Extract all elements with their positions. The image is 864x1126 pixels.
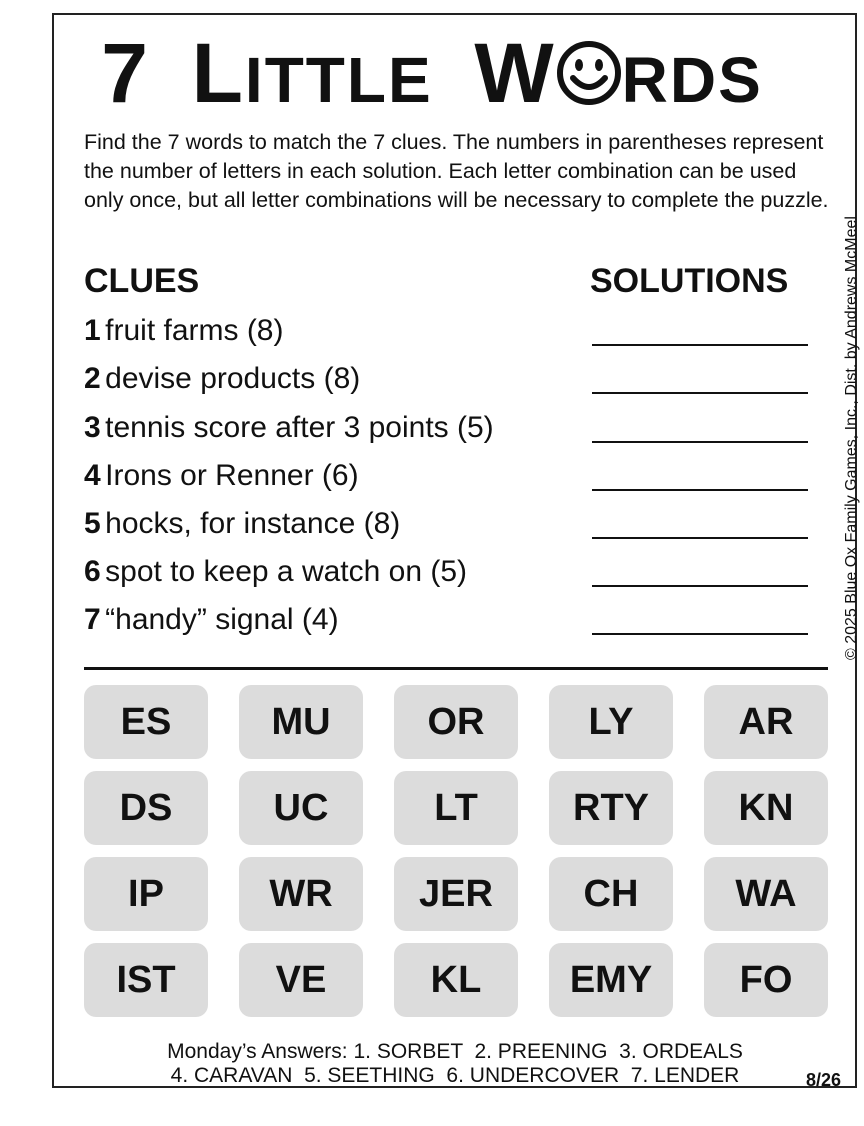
solution-blank-3[interactable] [592,441,808,443]
letter-tile[interactable]: ES [84,685,208,759]
section-divider [84,667,828,670]
clue-row-7: 7 “handy” signal (4) [84,603,814,643]
letter-tile[interactable]: AR [704,685,828,759]
letter-tile[interactable]: JER [394,857,518,931]
letter-tile[interactable]: FO [704,943,828,1017]
letter-tile[interactable]: WR [239,857,363,931]
answers-line-1: Monday’s Answers: 1. SORBET 2. PREENING 3. ORDEALS [167,1040,743,1063]
previous-answers [60,1040,850,1088]
puzzle-date: 8/26 [806,1070,842,1090]
copyright-credit: © 2025 Blue Ox Family Games, Inc., Dist. by Andrews McMeel [843,216,860,660]
clue-row-5: 5 hocks, for instance (8) [84,507,814,547]
letter-tile[interactable]: EMY [549,943,673,1017]
clue-row-6: 6 spot to keep a watch on (5) [84,555,814,595]
solution-blank-1[interactable] [592,344,808,346]
letter-tile[interactable]: OR [394,685,518,759]
puzzle-title [0,28,864,125]
answers-line-2: 4. CARAVAN 5. SEETHING 6. UNDERCOVER 7. LENDER [170,1064,740,1087]
solution-blank-5[interactable] [592,537,808,539]
clue-row-4: 4 Irons or Renner (6) [84,459,814,499]
title-words: W RDS [474,26,763,120]
solutions-header: SOLUTIONS [590,262,789,300]
title-little: LITTLE [191,26,433,120]
solution-blank-4[interactable] [592,489,808,491]
letter-tile[interactable]: RTY [549,771,673,845]
letter-tile[interactable]: KL [394,943,518,1017]
letter-tile[interactable]: UC [239,771,363,845]
clue-row-3: 3 tennis score after 3 points (5) [84,411,814,451]
letter-tile[interactable]: CH [549,857,673,931]
letter-tile[interactable]: IST [84,943,208,1017]
letter-tile[interactable]: VE [239,943,363,1017]
letter-tile[interactable]: IP [84,857,208,931]
letter-tile[interactable]: WA [704,857,828,931]
clue-row-1: 1 fruit farms (8) [84,314,814,354]
letter-tile[interactable]: KN [704,771,828,845]
clue-row-2: 2 devise products (8) [84,362,814,402]
title-seven: 7 [101,26,150,120]
letter-tile[interactable]: LT [394,771,518,845]
instructions: Find the 7 words to match the 7 clues. The numbers in parentheses represent the number of letters in each solution. Each letter combination can be used only once, but all letter combinations will be necessary to complete the puzzle. [84,130,829,212]
solution-blank-2[interactable] [592,392,808,394]
solution-blank-7[interactable] [592,633,808,635]
letter-tile[interactable]: MU [239,685,363,759]
clues-header: CLUES [84,262,200,300]
letter-tile[interactable]: LY [549,685,673,759]
letter-tile[interactable]: DS [84,771,208,845]
smiley-icon [556,40,622,106]
solution-blank-6[interactable] [592,585,808,587]
